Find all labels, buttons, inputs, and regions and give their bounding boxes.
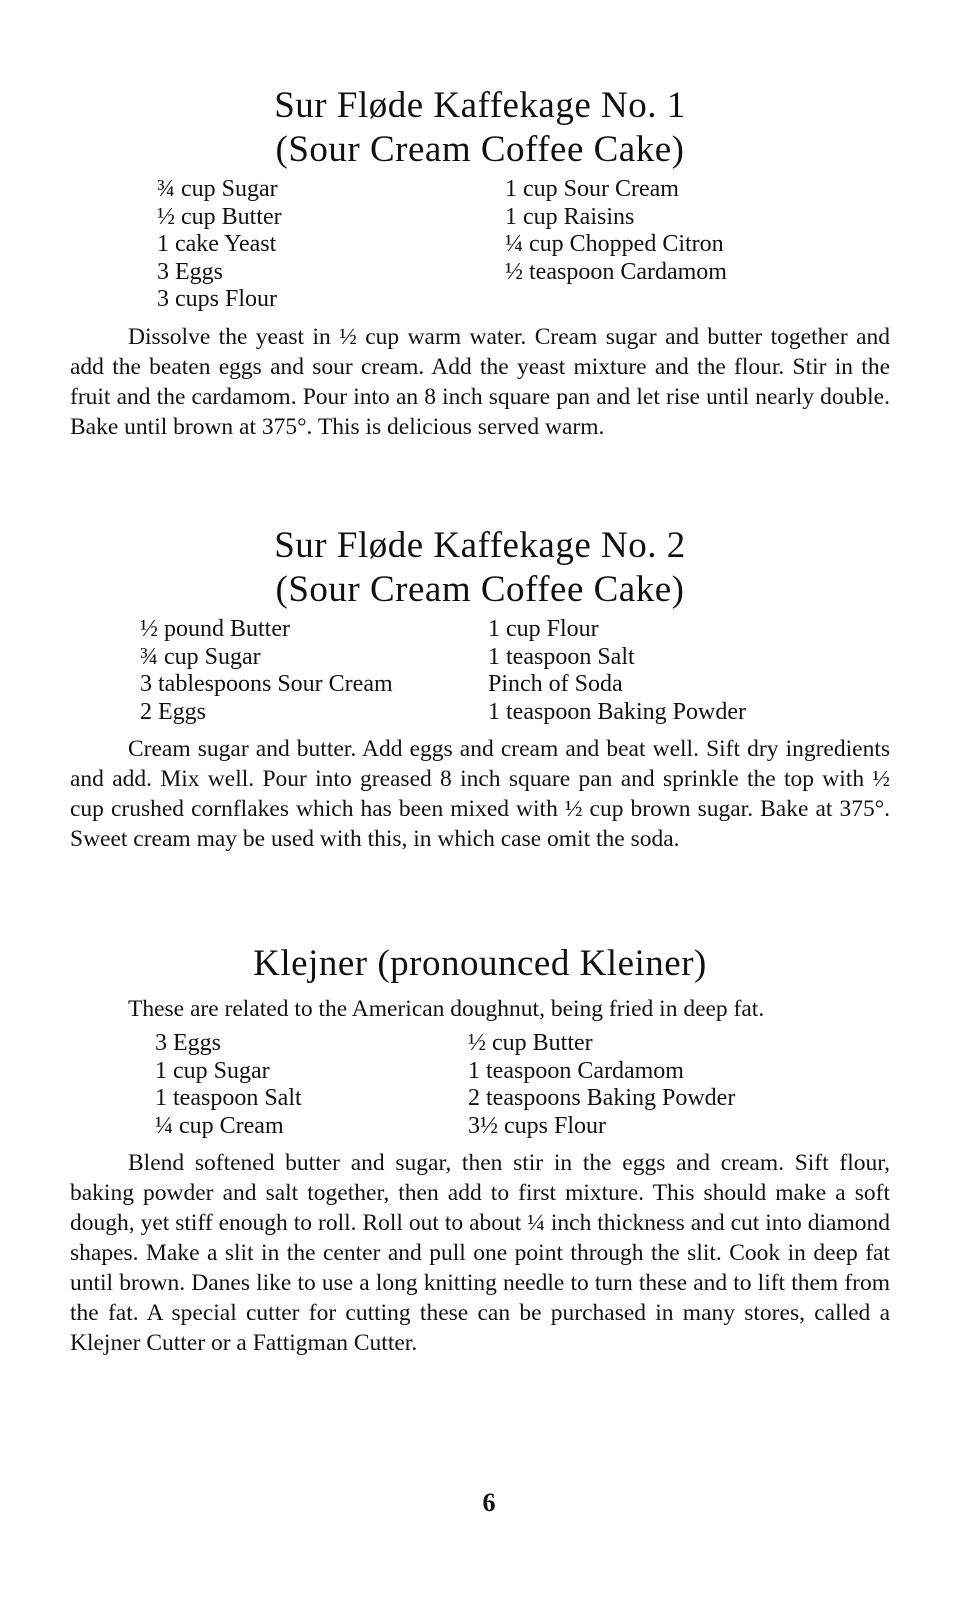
ingredient-item: 1 cake Yeast <box>157 231 277 257</box>
recipe-subtitle: (Sour Cream Coffee Cake) <box>275 569 685 610</box>
page-number: 6 <box>482 1488 496 1517</box>
ingredient-item: 1 cup Flour <box>488 616 599 642</box>
recipe-klejner <box>70 942 890 1358</box>
ingredients-list <box>140 616 890 726</box>
ingredients-list <box>157 176 890 314</box>
ingredient-item: 1 teaspoon Salt <box>155 1085 302 1111</box>
ingredient-item: 1 teaspoon Salt <box>488 643 635 670</box>
recipe-intro: These are related to the American doughnut, being fried in deep fat. <box>128 996 765 1022</box>
recipe-directions: Blend softened butter and sugar, then stir in the eggs and cream. Sift flour, baking powder and salt together, then add to first mixture. This should make a soft dough, yet stiff enough to roll. Roll out to about ¼ inch thickness and cut into diamond shapes. Make a slit in the center and pull one point through the slit. Cook in deep fat until brown. Danes like to use a long knitting needle to turn these and to lift them from the fat. A special cutter for cutting these can be purchased in many stores, called a Klejner Cutter or a Fattigman Cutter. <box>70 1150 890 1356</box>
ingredients-column-left <box>157 176 505 314</box>
ingredient-item: 3 cups Flour <box>157 286 277 312</box>
ingredient-item: Pinch of Soda <box>488 671 623 697</box>
ingredient-item: 2 Eggs <box>140 698 206 725</box>
ingredients-column-right <box>505 176 727 314</box>
ingredient-item: 1 cup Sugar <box>155 1057 270 1084</box>
ingredient-item: 3 Eggs <box>157 258 223 285</box>
ingredients-column-right <box>468 1030 735 1140</box>
ingredient-item: ¾ cup Sugar <box>157 176 278 202</box>
ingredient-item: 3 tablespoons Sour Cream <box>140 671 393 697</box>
ingredients-column-right <box>488 616 746 726</box>
ingredient-item: 1 teaspoon Baking Powder <box>488 698 746 725</box>
recipe-title: Sur Fløde Kaffekage No. 2 <box>274 525 686 566</box>
recipe-directions: Cream sugar and butter. Add eggs and cream and beat well. Sift dry ingredients and add. Mix well. Pour into greased 8 inch square pan and sprinkle the top with ½ cup crushed cornflakes which has been mixed with ½ cup brown sugar. Bake at 375°. Sweet cream may be used with this, in which case omit the soda. <box>70 736 890 852</box>
recipe-subtitle: (Sour Cream Coffee Cake) <box>275 129 685 170</box>
ingredients-column-left <box>140 616 488 726</box>
ingredient-item: 1 teaspoon Cardamom <box>468 1057 684 1084</box>
recipe-title: Klejner (pronounced Kleiner) <box>253 943 707 984</box>
ingredient-item: ¾ cup Sugar <box>140 643 261 670</box>
ingredient-item: 2 teaspoons Baking Powder <box>468 1085 736 1111</box>
ingredient-item: ¼ cup Cream <box>155 1112 284 1139</box>
recipe-sour-cream-coffee-cake-1 <box>70 84 890 442</box>
ingredients-list <box>155 1030 890 1140</box>
recipe-directions: Dissolve the yeast in ½ cup warm water. Cream sugar and butter together and add the beaten eggs and sour cream. Add the yeast mixture and the flour. Stir in the fruit and the cardamom. Pour into an 8 inch square pan and let rise until nearly double. Bake until brown at 375°. This is delicious served warm. <box>70 323 890 440</box>
recipe-title: Sur Fløde Kaffekage No. 1 <box>274 85 686 126</box>
ingredient-item: 3½ cups Flour <box>468 1112 606 1139</box>
ingredient-item: 3 Eggs <box>155 1030 221 1056</box>
ingredient-item: ½ pound Butter <box>140 616 290 642</box>
ingredient-item: ¼ cup Chopped Citron <box>505 231 724 257</box>
recipe-sour-cream-coffee-cake-2 <box>70 524 890 854</box>
ingredient-item: ½ cup Butter <box>468 1030 593 1056</box>
ingredient-item: ½ teaspoon Cardamom <box>505 258 727 285</box>
ingredient-item: 1 cup Sour Cream <box>505 176 679 202</box>
ingredients-column-left <box>155 1030 468 1140</box>
ingredient-item: ½ cup Butter <box>157 203 282 230</box>
ingredient-item: 1 cup Raisins <box>505 203 635 230</box>
